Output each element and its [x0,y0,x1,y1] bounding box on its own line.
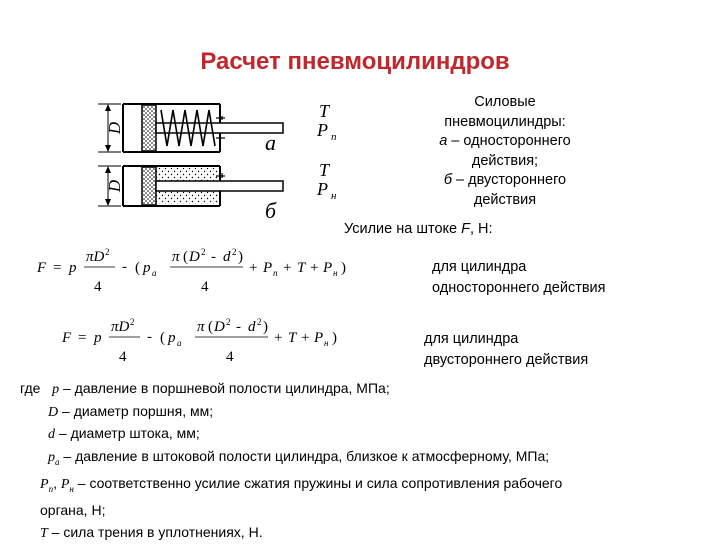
legend-Pn-symbol: P [60,476,70,492]
svg-text:π: π [197,319,205,335]
side-a-text: – одностороннего [447,133,571,149]
side-a-text2: действия; [471,152,539,169]
svg-text:p: p [69,260,77,276]
legend-p-symbol: p [52,382,60,397]
legend-row-Pp-Pn [20,473,710,500]
legend-row-T [20,522,710,544]
svg-text:4: 4 [94,279,102,295]
side-line-a [405,132,605,152]
svg-text:π: π [172,249,180,265]
side-b-text2: действия [473,191,537,208]
svg-text:(: ( [183,249,188,265]
svg-text:п: п [273,268,278,278]
svg-text:4: 4 [119,349,127,365]
side-a-letter: а [439,133,448,149]
legend-where: где [20,380,41,396]
label-P-b: P [317,179,328,199]
legend-Pp-subscript: п [48,483,54,494]
svg-text:+: + [310,260,319,276]
label-T-b: T [319,160,330,180]
svg-text:(: ( [160,330,165,346]
formula2-caption [424,329,588,371]
formula2-caption-line2: двустороннего действия [424,352,589,368]
svg-text:D: D [189,249,200,265]
svg-text:2: 2 [201,248,206,257]
svg-text:d: d [248,319,256,335]
legend-pa-text: – давление в штоковой полости цилиндра, близкое к атмосферному, МПа; [59,447,550,464]
formula-single-acting [35,248,395,300]
svg-text:н: н [333,268,338,278]
formula-double-acting [60,318,360,370]
side-b-letter: б [443,172,453,188]
legend-separator: , [53,474,61,491]
variables-legend [20,378,710,544]
svg-text:πD: πD [86,249,105,265]
legend-p-text: – давление в поршневой полости цилиндра, МПа; [59,380,390,396]
svg-text:2: 2 [226,318,231,327]
side-b-text: – двустороннего [452,172,567,188]
svg-text:-: - [211,249,216,265]
legend-T-symbol: T [40,525,48,541]
svg-text:T: T [297,260,306,276]
svg-text:p: p [168,330,176,346]
svg-text:-: - [236,319,241,335]
legend-d-text: – диаметр штока, мм; [55,425,200,441]
side-line-1: Силовые [474,94,536,110]
svg-text:P: P [314,330,324,346]
force-caption-symbol: F [461,221,470,237]
caption-a: а [265,130,276,155]
svg-text:=: = [78,330,87,346]
legend-Pp-text: – соответственно усилие сжатия пружины и сила сопротивления рабочего [73,474,563,491]
svg-text:+: + [249,260,258,276]
svg-text:+: + [274,330,283,346]
legend-D-text: – диаметр поршня, мм; [58,402,214,419]
svg-text:P: P [263,260,273,276]
label-P-b-sub: н [331,190,337,202]
svg-text:2: 2 [105,248,110,257]
force-caption-prefix: Усилие на штоке [344,221,462,237]
svg-text:p: p [94,330,102,346]
svg-text:2: 2 [130,318,135,327]
legend-d-symbol: d [48,427,55,442]
legend-D-symbol: D [48,404,59,420]
svg-text:T: T [288,330,297,346]
legend-pa-subscript: а [55,456,60,467]
legend-T-text: – сила трения в уплотнениях, Н. [47,523,263,540]
svg-text:-: - [122,259,127,275]
svg-text:2: 2 [232,248,237,257]
legend-pa-symbol: p [48,449,55,465]
svg-text:=: = [53,260,62,276]
legend-row-p [20,378,710,401]
cylinder-a [123,104,283,152]
dimension-label-a: D [105,121,124,135]
svg-text:): ) [332,330,337,346]
force-caption [344,221,493,237]
cylinder-types-description [405,93,605,210]
dimension-label-b: D [105,179,124,193]
svg-text:4: 4 [226,349,234,365]
svg-text:2: 2 [257,318,262,327]
svg-text:4: 4 [201,279,209,295]
svg-text:+: + [301,330,310,346]
svg-text:P: P [323,260,333,276]
caption-b: б [265,198,277,223]
svg-text:(: ( [135,260,140,276]
svg-text:): ) [263,319,268,335]
svg-text:F: F [62,330,72,346]
side-line-b [405,171,605,191]
cylinder-diagram [95,98,385,228]
label-T-a: T [319,101,330,121]
formula1-caption [432,257,606,299]
formula2-caption-line1: для цилиндра [424,331,519,347]
legend-row-D [20,401,710,424]
formula1-caption-line1: для цилиндра [432,259,527,275]
svg-text:а: а [152,268,157,278]
page-title: Расчет пневмоцилиндров [200,48,510,75]
svg-text:+: + [283,260,292,276]
legend-row-d [20,423,710,446]
svg-text:p: p [143,260,151,276]
legend-Pn-subscript: н [69,483,74,494]
force-caption-suffix: , Н: [469,221,493,237]
svg-text:d: d [223,249,231,265]
svg-text:D: D [214,319,225,335]
side-line-2: пневмоцилиндры: [444,113,566,130]
svg-text:): ) [238,249,243,265]
legend-row-pa [20,446,710,473]
svg-text:а: а [177,338,182,348]
svg-text:-: - [147,329,152,345]
label-P-a-sub: п [331,131,337,143]
legend-row-Pp-cont: органа, Н; [40,502,106,519]
cylinder-b [123,166,283,206]
svg-text:(: ( [208,319,213,335]
label-P-a: P [317,120,328,140]
svg-text:F: F [37,260,47,276]
svg-text:н: н [324,338,329,348]
svg-text:πD: πD [111,319,130,335]
formula1-caption-line2: одностороннего действия [432,280,606,296]
svg-text:): ) [341,260,346,276]
legend-Pp-symbol: P [40,476,49,492]
